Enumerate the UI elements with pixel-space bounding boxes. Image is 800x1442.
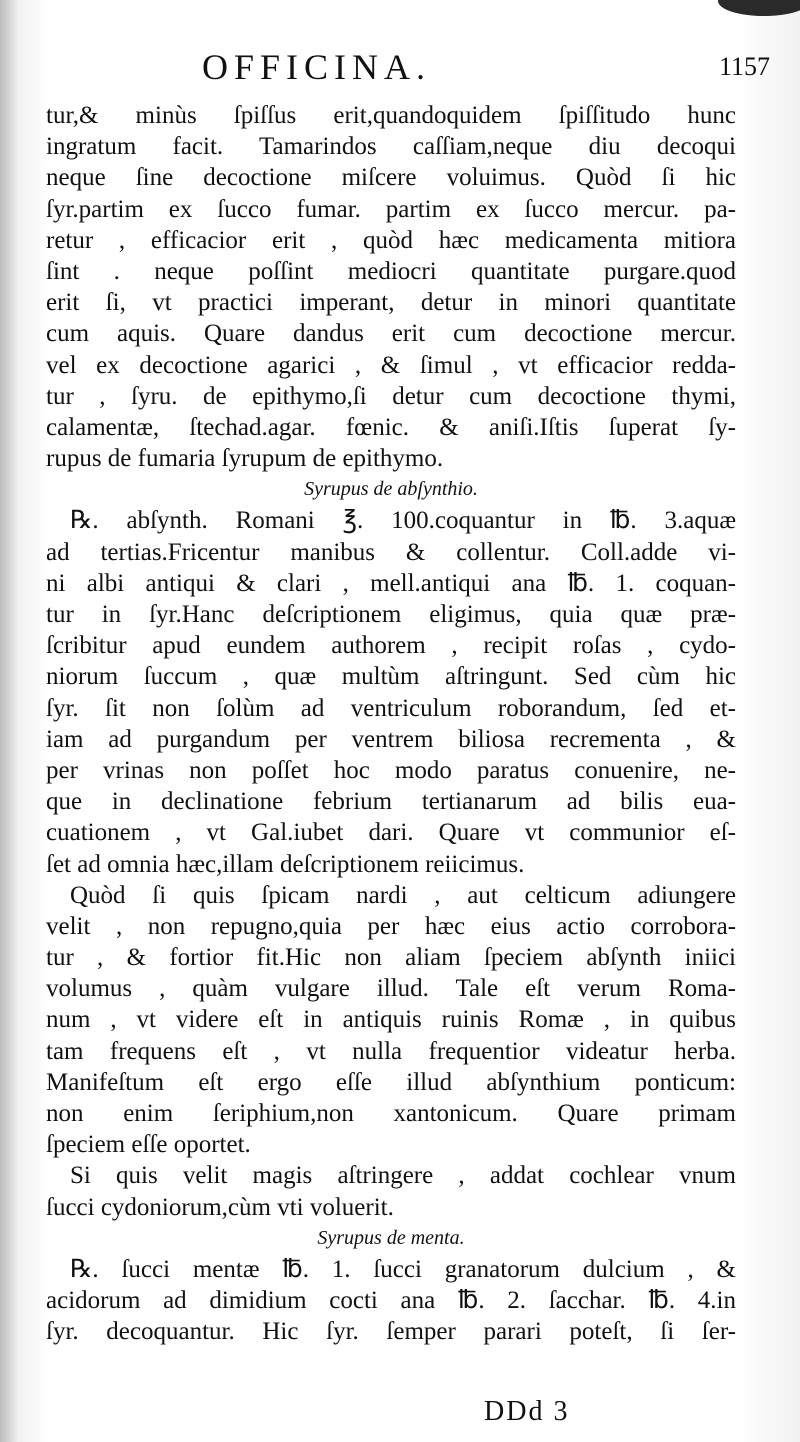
text-line: erit ſi, vt practici imperant, detur in minori quantitate [46,289,736,317]
text-line: Si quis velit magis aſtringere , addat cochlear vnum [70,1162,736,1190]
text-line: neque ſine decoctione miſcere voluimus. Quòd ſi hic [46,164,736,192]
text-line: num , vt videre eſt in antiquis ruinis Romæ , in quibus [46,1006,736,1034]
text-line: ni albi antiqui & clari , mell.antiqui ana ℔. 1. coquan- [46,569,736,597]
text-line: calamentæ, ſtechad.agar. fœnic. & aniſi.Iſtis ſuperat ſy- [46,413,736,441]
text-line: rupus de fumaria ſyrupum de epithymo. [46,445,444,473]
running-header [40,46,780,86]
paragraph-fumaria [46,100,736,474]
text-line: Quòd ſi quis ſpicam nardi , aut celticum adiungere [70,881,736,909]
text-line: ad tertias.Fricentur manibus & collentur. Coll.adde vi- [46,538,736,566]
text-line: ſint . neque poſſint mediocri quantitate purgare.quod [46,257,736,285]
text-line: acidorum ad dimidium cocti ana ℔. 2. ſacchar. ℔. 4.in [46,1287,736,1315]
running-title: OFFICINA. [202,47,432,87]
text-line: ℞. ſucci mentæ ℔. 1. ſucci granatorum dulcium , & [70,1255,736,1283]
page-body [46,100,736,1348]
text-line: per vrinas non poſſet hoc modo paratus conuenire, ne- [46,756,736,784]
text-line: Manifeſtum eſt ergo eſſe illud abſynthium ponticum: [46,1068,736,1096]
text-line: tur , ſyru. de epithymo,ſi detur cum decoctione thymi, [46,382,736,410]
paragraph-absinthium [46,505,736,1222]
text-line: ſcribitur apud eundem authorem , recipit roſas , cydo- [46,632,736,660]
text-line: ingratum facit. Tamarindos caſſiam,neque diu decoqui [46,133,736,161]
text-line: ℞. abſynth. Romani ℥. 100.coquantur in ℔. 3.aquæ [70,507,736,535]
text-line: ſyr. decoquantur. Hic ſyr. ſemper parari poteſt, ſi ſer- [46,1318,736,1346]
heading-absinthium: Syrupus de abſynthio. [304,478,478,501]
gutter-shadow [0,0,18,1442]
text-line: velit , non repugno,quia per hæc eius actio corrobora- [46,912,736,940]
text-line: iam ad purgandum per ventrem biliosa recrementa , & [46,725,736,753]
text-line: retur , efficacior erit , quòd hæc medicamenta mitiora [46,226,736,254]
text-line: cum aquis. Quare dandus erit cum decoctione mercur. [46,320,736,348]
text-line: vel ex decoctione agarici , & ſimul , vt efficacior redda- [46,351,736,379]
text-line: tur in ſyr.Hanc deſcriptionem eligimus, quia quæ præ- [46,601,736,628]
text-line: ſyr.partim ex ſucco fumar. partim ex ſucco mercur. pa- [46,195,736,223]
text-line: tur , & fortior fit.Hic non aliam ſpeciem abſynth iniici [46,944,736,972]
text-line: niorum ſuccum , quæ multùm aſtringunt. Sed cùm hic [46,663,736,691]
text-line: tur,& minùs ſpiſſus erit,quandoquidem ſpiſſitudo hunc [46,102,736,129]
text-line: ſyr. ſit non ſolùm ad ventriculum roborandum, ſed et- [46,694,736,722]
page-number: 1157 [718,52,770,81]
paragraph-menta [46,1254,736,1348]
corner-ink-blot [718,0,800,16]
text-line: cuationem , vt Gal.iubet dari. Quare vt communior eſ- [46,819,736,847]
text-line: ſpeciem eſſe oportet. [46,1131,251,1159]
text-line: ſucci cydoniorum,cùm vti voluerit. [46,1193,394,1221]
text-line: non enim ſeriphium,non xantonicum. Quare primam [46,1100,736,1127]
text-line: ſet ad omnia hæc,illam deſcriptionem reiicimus. [46,850,525,878]
text-line: tam frequens eſt , vt nulla frequentior videatur herba. [46,1037,736,1065]
text-line: que in declinatione febrium tertianarum ad bilis eua- [46,788,736,816]
heading-menta: Syrupus de menta. [317,1226,465,1249]
signature-mark: DDd 3 [484,1396,570,1427]
text-line: volumus , quàm vulgare illud. Tale eſt verum Roma- [46,975,736,1003]
